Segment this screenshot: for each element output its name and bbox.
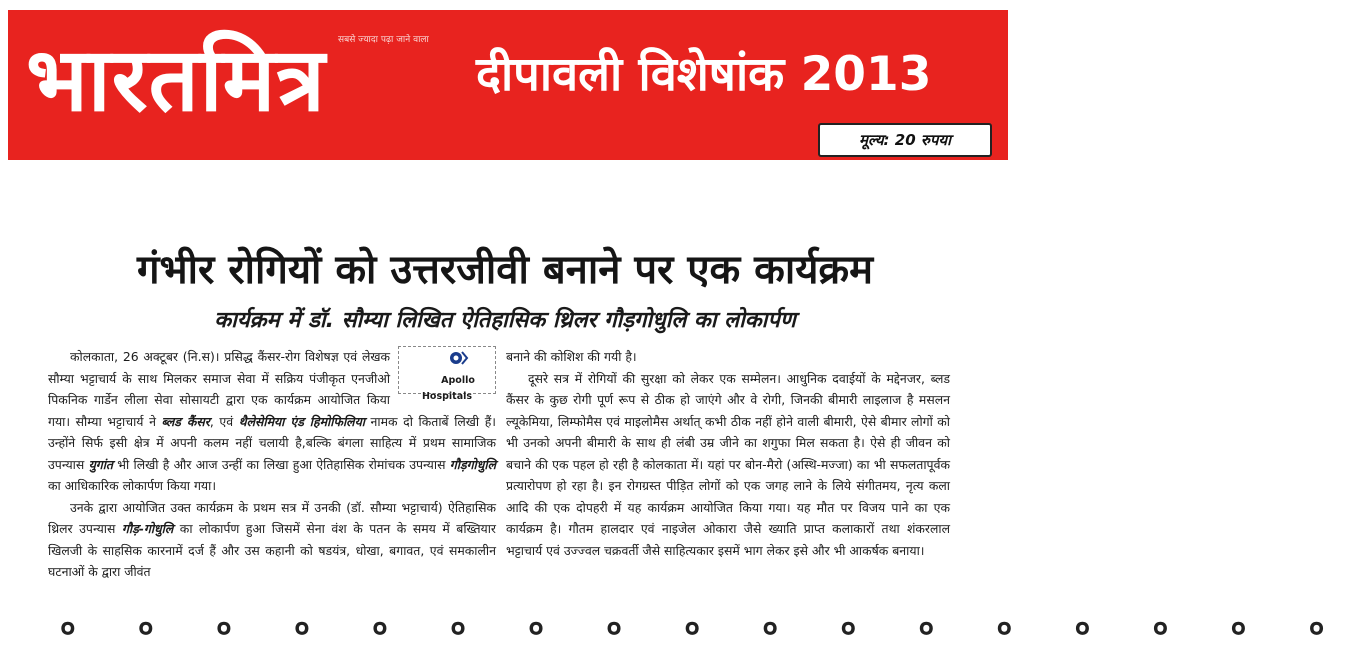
left-p1-end: का आधिकारिक लोकार्पण किया गया।: [48, 478, 217, 493]
special-issue-title: दीपावली विशेषांक 2013: [476, 47, 932, 102]
article-headline: गंभीर रोगियों को उत्तरजीवी बनाने पर एक कार्यक्रम: [136, 247, 874, 293]
article-subhead: कार्यक्रम में डॉ. सौम्या लिखित ऐतिहासिक थ्रिलर गौड़गोधुलि का लोकार्पण: [214, 308, 796, 333]
left-p1-mid1: , एवं: [209, 413, 239, 429]
apollo-ad: [398, 346, 496, 402]
left-paragraph-1: [48, 346, 496, 497]
book-title-gaurgodhuli: गौड़गोधुलि: [449, 456, 496, 472]
left-p1-mid2: नामक दो किताबें लिखी हैं। उन्होंने सिर्फ इसी क्षेत्र में अपनी कलम नहीं चलायी है,बल्कि बंगला साहित्य में प्रथम सामाजिक उपन्यास: [48, 413, 497, 472]
left-p1-start: कोलकाता, 26 अक्टूबर (नि.स)। प्रसिद्ध कैंसर-रोग विशेषज्ञ एवं लेखक सौम्या भट्टाचार्य के साथ मिलकर समाज सेवा में सक्रिय पंजीकृत एनजीओ पिकनिक गार्डेन लीला सेवा सोसायटी द्वारा एक कार्यक्रम आयोजित किया गया। सौम्या भट्टाचार्य ने: [48, 349, 390, 429]
book-title-thalassemia: थैलेसेमिया एंड हिमोफिलिया: [238, 413, 365, 429]
apollo-ad-label: Apollo Hospitals: [421, 374, 475, 402]
book-title-gaur-godhuli: गौड़-गोधुलि: [121, 521, 174, 536]
masthead-tagline: सबसे ज्यादा पढ़ा जाने वाला: [338, 35, 429, 45]
next-headline-cutoff: ० ० ० ० ० ० ० ० ० ० ० ० ० ० ० ० ०: [60, 611, 1350, 646]
left-p2-start: उनके द्वारा आयोजित उक्त कार्यक्रम के प्रथम सत्र में उनकी (डॉ. सौम्या भट्टाचार्य) ऐतिहासिक थ्रिलर उपन्यास: [48, 499, 496, 536]
right-paragraph-1: बनाने की कोशिश की गयी है।: [506, 349, 637, 364]
right-paragraph-2: दूसरे सत्र में रोगियों की सुरक्षा को लेकर एक सम्मेलन। आधुनिक दवाईयों के मद्देनजर, ब्लड कैंसर के कुछ रोगी पूर्ण रूप से ठीक हो जाएंगे और वे रोगी, जिनकी बीमारी लाइलाज है मसलन ल्यूकेमिया, लिम्फोमैस एवं माइलोमैस अर्थात् कभी ठीक नहीं होने वाली बीमारी, ऐसे बीमार लोगों को भी उनको अपनी बीमारी के साथ ही लंबी उम्र जीने का शगुफा मिल सकता है। ऐसे ही जीवन को बचाने की एक पहल हो रही है कोलकाता में। यहां पर बोन-मैरो (अस्थि-मज्जा) का भी सफलतापूर्वक प्रत्यारोपण हो रहा है। इन रोगग्रस्त पीड़ित लोगों को एक जगह लाने के लिये संगीतमय, नृत्य कला आदि की एक दोपहरी में यह कार्यक्रम आयोजित किया गया। यह मौत पर विजय पाने का एक कार्यक्रम है। गौतम हालदार एवं नाइजेल ओकारा जैसे ख्याति प्राप्त कलाकारों तथा शंकरलाल भट्टाचार्य एवं उज्ज्वल चक्रवर्ती जैसे साहित्यकार इसमें भाग लेकर इसे और भी आकर्षक बनाया।: [506, 370, 950, 558]
left-paragraph-2: [48, 497, 496, 583]
apollo-logo-icon: [448, 350, 468, 366]
price-badge: मूल्य: 20 रुपया: [818, 123, 992, 157]
left-p2-end: का लोकार्पण हुआ जिसमें सेना वंश के पतन के समय में बख्तियार खिलजी के साहसिक कारनामें दर्ज हैं और उस कहानी को षडयंत्र, धोखा, बगावत, एवं समकालीन घटनाओं के द्वारा जीवंत: [48, 521, 496, 579]
masthead: [8, 10, 1008, 160]
left-p1-mid3: भी लिखी है और आज उन्हीं का लिखा हुआ ऐतिहासिक रोमांचक उपन्यास: [113, 456, 450, 472]
book-title-blood-cancer: ब्लड कैंसर: [161, 413, 210, 429]
newspaper-name: भारतमित्र: [26, 28, 326, 131]
article-column-left: [48, 346, 496, 616]
book-title-yugant: युगांत: [88, 456, 113, 472]
article-column-right: [506, 346, 950, 616]
